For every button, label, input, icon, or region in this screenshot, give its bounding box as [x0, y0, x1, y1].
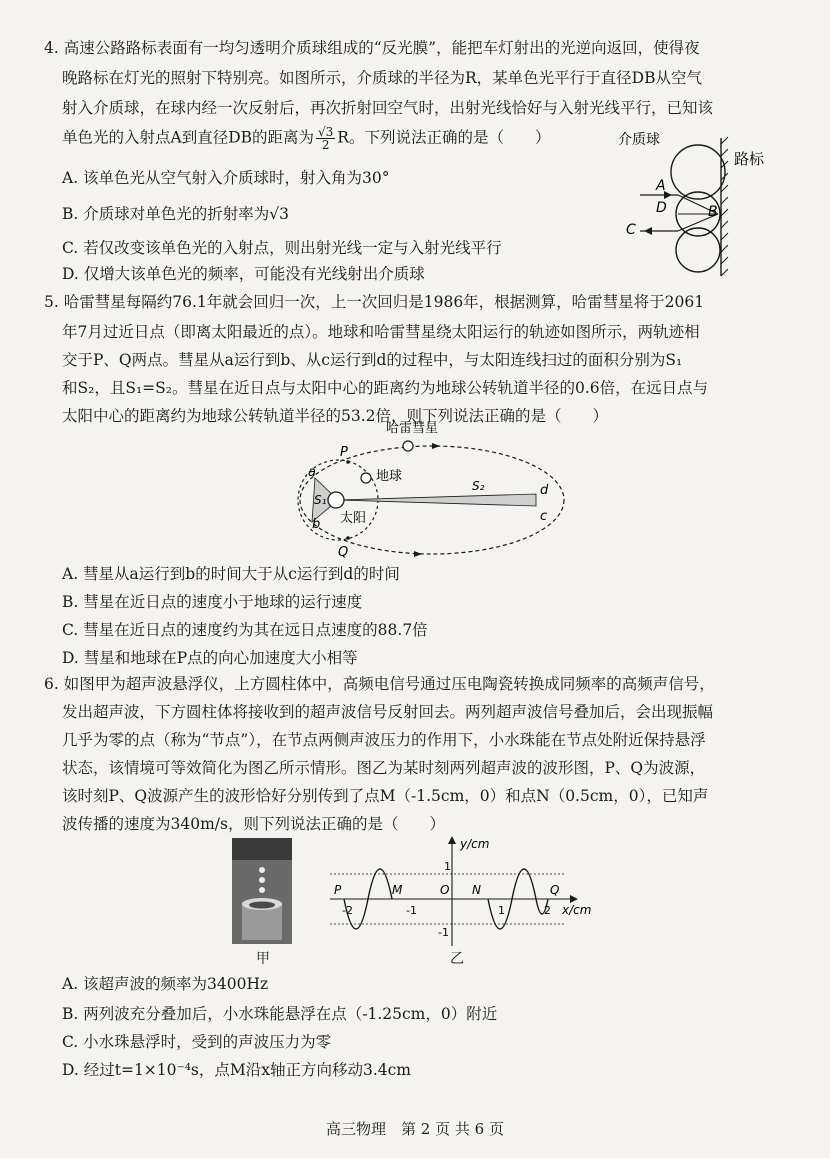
x-axis-arrow [570, 895, 578, 903]
q4-option-a: A. 该单色光从空气射入介质球时，射入角为30° [62, 169, 390, 187]
q6-line-6: 波传播的速度为340m/s，则下列说法正确的是（ ） [62, 815, 445, 833]
q4-line-2: 晚路标在灯光的照射下特别亮。如图所示，介质球的半径为R，某单色光平行于直径DB从空气 [62, 69, 702, 87]
earth [361, 473, 371, 483]
fraction [316, 126, 335, 151]
q4-line-4-post: R。下列说法正确的是（ ） [337, 128, 551, 147]
label-b: B [708, 204, 718, 220]
q5-line-3: 交于P、Q两点。彗星从a运行到b、从c运行到d的过程中，与太阳连线扫过的面积分别为S₁ [62, 351, 683, 369]
label-c: C [626, 222, 636, 238]
comet-direction-arrow [432, 443, 440, 449]
q4-line-3: 射入介质球，在球内经一次反射后，再次折射回空气时，出射光线恰好与入射光线平行，已知该 [62, 99, 714, 117]
q6-line-3: 几乎为零的点（称为“节点”），在节点两侧声波压力的作用下，小水珠能在节点处附近保持悬浮 [62, 731, 706, 749]
q6-line-1: 6. 如图甲为超声波悬浮仪，上方圆柱体中，高频电信号通过压电陶瓷转换成同频率的高频声信号， [44, 675, 715, 693]
comet [403, 441, 413, 451]
q6-option-d: D. 经过t=1×10⁻⁴s，点M沿x轴正方向移动3.4cm [62, 1061, 412, 1079]
label-yi: 乙 [450, 951, 464, 967]
q4-option-d: D. 仅增大该单色光的频率，可能没有光线射出介质球 [62, 265, 425, 283]
label-origin: O [440, 883, 450, 897]
sphere-top [671, 145, 725, 199]
q6-line-2: 发出超声波，下方圆柱体将接收到的超声波信号反射回去。两列超声波信号叠加后，会出现振幅 [62, 703, 714, 721]
q5-line-2: 年7月过近日点（即离太阳最近的点）。地球和哈雷彗星绕太阳运行的轨迹如图所示，两轨迹相 [62, 323, 700, 341]
q5-line-1: 5. 哈雷彗星每隔约76.1年就会回归一次，上一次回归是1986年，根据测算，哈雷彗星将于2061 [44, 293, 705, 311]
q6-option-a: A. 该超声波的频率为3400Hz [62, 975, 269, 993]
label-s1: S₁ [314, 493, 327, 507]
page-footer: 高三物理 第 2 页 共 6 页 [326, 1120, 504, 1138]
label-b: b [312, 517, 321, 532]
q5-option-d: D. 彗星和地球在P点的向心加速度大小相等 [62, 649, 358, 667]
q6-option-b: B. 两列波充分叠加后，小水珠能悬浮在点（-1.25cm，0）附近 [62, 1005, 498, 1023]
y-axis-arrow [448, 836, 456, 844]
label-earth: 地球 [376, 469, 403, 484]
tick-x-1: 1 [498, 904, 505, 917]
fraction-denominator: 2 [321, 138, 330, 152]
sphere-bottom [676, 228, 720, 272]
tick-x-minus-2: -2 [342, 904, 353, 917]
label-d: D [656, 200, 667, 216]
label-y-axis: y/cm [460, 837, 490, 851]
q5-option-b: B. 彗星在近日点的速度小于地球的运行速度 [62, 593, 363, 611]
point-q [346, 536, 350, 540]
q4-figure [600, 124, 800, 284]
label-sign: 路标 [734, 150, 765, 168]
tick-y-1: 1 [444, 860, 451, 873]
label-m-point: M [392, 883, 403, 897]
label-q-source: Q [550, 883, 560, 897]
label-n-point: N [472, 883, 481, 897]
label-p-source: P [334, 883, 342, 897]
label-s2: S₂ [472, 479, 485, 493]
label-ball: 介质球 [618, 132, 660, 148]
wave-diagram [330, 834, 600, 950]
area-s2 [338, 494, 536, 506]
label-p: P [340, 445, 348, 460]
q6-option-c: C. 小水珠悬浮时，受到的声波压力为零 [62, 1033, 332, 1051]
q5-option-a: A. 彗星从a运行到b的时间大于从c运行到d的时间 [62, 565, 400, 583]
exit-arrow [644, 227, 652, 235]
tick-y-minus-1: -1 [438, 926, 449, 939]
tick-x-2: 2 [544, 904, 551, 917]
ultrasonic-levitator-photo [232, 838, 292, 944]
q5-line-5: 太阳中心的距离约为地球公转轨道半径的53.2倍，则下列说法正确的是（ ） [62, 407, 609, 425]
label-a: A [656, 178, 666, 194]
point-p [346, 460, 350, 464]
q4-line-4 [62, 126, 550, 151]
q5-line-4: 和S₂，且S₁=S₂。彗星在近日点与太阳中心的距离约为地球公转轨道半径的0.6倍，在远日点与 [62, 379, 709, 397]
q4-option-b: B. 介质球对单色光的折射率为√3 [62, 205, 289, 223]
q6-line-4: 状态，该情境可等效简化为图乙所示情形。图乙为某时刻两列超声波的波形图，P、Q为波源， [62, 759, 706, 777]
label-jia: 甲 [256, 951, 270, 967]
q5-figure [290, 418, 570, 560]
sun [328, 492, 344, 508]
q6-line-5: 该时刻P、Q波源产生的波形恰好分别传到了点M（-1.5cm，0）和点N（0.5cm，0），已知声 [62, 787, 709, 805]
label-d: d [540, 483, 549, 498]
road-sign-hatch [721, 137, 728, 276]
label-x-axis: x/cm [562, 903, 592, 917]
q5-option-c: C. 彗星在近日点的速度约为其在远日点速度的88.7倍 [62, 621, 428, 639]
label-q: Q [338, 545, 349, 560]
q4-option-c: C. 若仅改变该单色光的入射点，则出射光线一定与入射光线平行 [62, 239, 502, 257]
q4-line-1: 4. 高速公路路标表面有一均匀透明介质球组成的“反光膜”，能把车灯射出的光逆向返回，使得夜 [44, 39, 700, 57]
fraction-numerator: √3 [318, 125, 334, 139]
comet-direction-arrow-bottom [414, 551, 422, 557]
label-c: c [540, 509, 548, 524]
q4-line-4-pre: 单色光的入射点A到直径DB的距离为 [62, 128, 315, 147]
label-a: a [308, 465, 316, 480]
label-comet: 哈雷彗星 [386, 421, 439, 436]
tick-x-minus-1: -1 [406, 904, 417, 917]
label-sun: 太阳 [340, 511, 367, 526]
